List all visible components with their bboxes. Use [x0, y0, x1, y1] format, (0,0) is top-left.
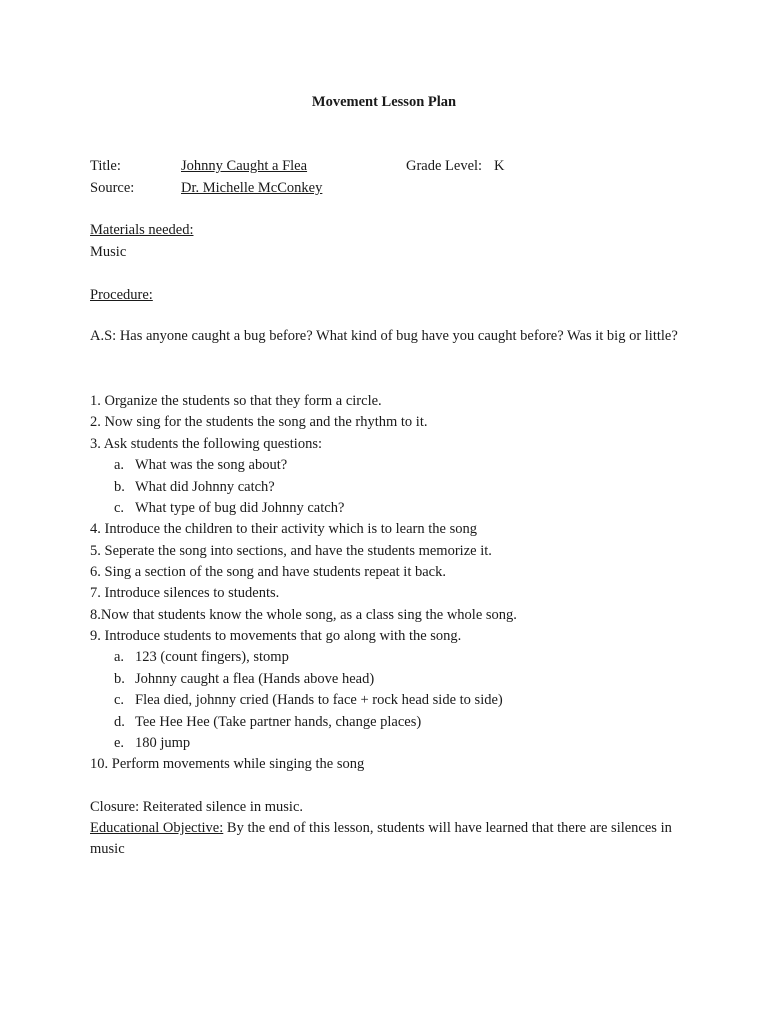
movement-b: Johnny caught a flea (Hands above head)	[135, 671, 375, 687]
question-letter-a: a.	[114, 457, 125, 473]
document-title: Movement Lesson Plan	[311, 94, 457, 110]
step-4: 4. Introduce the children to their activity which is to learn the song	[90, 521, 477, 537]
grade-level-label: Grade Level:	[406, 158, 483, 174]
step-10: 10. Perform movements while singing the song	[90, 756, 365, 772]
step-5: 5. Seperate the song into sections, and have the students memorize it.	[90, 543, 492, 559]
movement-e: 180 jump	[135, 735, 191, 751]
educational-objective	[90, 818, 680, 860]
question-c: What type of bug did Johnny catch?	[135, 500, 345, 516]
step-1: 1. Organize the students so that they form a circle.	[90, 393, 382, 409]
question-b: What did Johnny catch?	[135, 479, 275, 495]
objective-label: Educational Objective:	[90, 820, 224, 836]
movement-letter-c: c.	[114, 692, 125, 708]
step-9: 9. Introduce students to movements that go along with the song.	[90, 628, 462, 644]
source-value: Dr. Michelle McConkey	[181, 180, 323, 196]
question-letter-c: c.	[114, 500, 125, 516]
procedure-heading: Procedure:	[90, 287, 153, 303]
step-7: 7. Introduce silences to students.	[90, 585, 280, 601]
step-3: 3. Ask students the following questions:	[90, 436, 322, 452]
step-8: 8.Now that students know the whole song, as a class sing the whole song.	[90, 607, 517, 623]
title-value: Johnny Caught a Flea	[181, 158, 308, 174]
step-2: 2. Now sing for the students the song and the rhythm to it.	[90, 414, 428, 430]
movement-d: Tee Hee Hee (Take partner hands, change places)	[135, 714, 422, 730]
materials-text: Music	[90, 244, 127, 260]
movement-letter-d: d.	[114, 714, 125, 730]
movement-c: Flea died, johnny cried (Hands to face + rock head side to side)	[135, 692, 503, 708]
title-label: Title:	[90, 158, 121, 174]
materials-heading: Materials needed:	[90, 222, 194, 238]
movement-a: 123 (count fingers), stomp	[135, 649, 289, 665]
anticipatory-set: A.S: Has anyone caught a bug before? What kind of bug have you caught before? Was it big or little?	[90, 328, 678, 344]
question-letter-b: b.	[114, 479, 125, 495]
closure-text: Closure: Reiterated silence in music.	[90, 799, 304, 815]
movement-letter-e: e.	[114, 735, 125, 751]
grade-level-value: K	[494, 158, 505, 174]
movement-letter-b: b.	[114, 671, 125, 687]
objective-text: By the end of this lesson, students will have learned that there are silences in music	[90, 820, 672, 857]
movement-letter-a: a.	[114, 649, 125, 665]
step-6: 6. Sing a section of the song and have students repeat it back.	[90, 564, 446, 580]
question-a: What was the song about?	[135, 457, 288, 473]
source-label: Source:	[90, 180, 135, 196]
